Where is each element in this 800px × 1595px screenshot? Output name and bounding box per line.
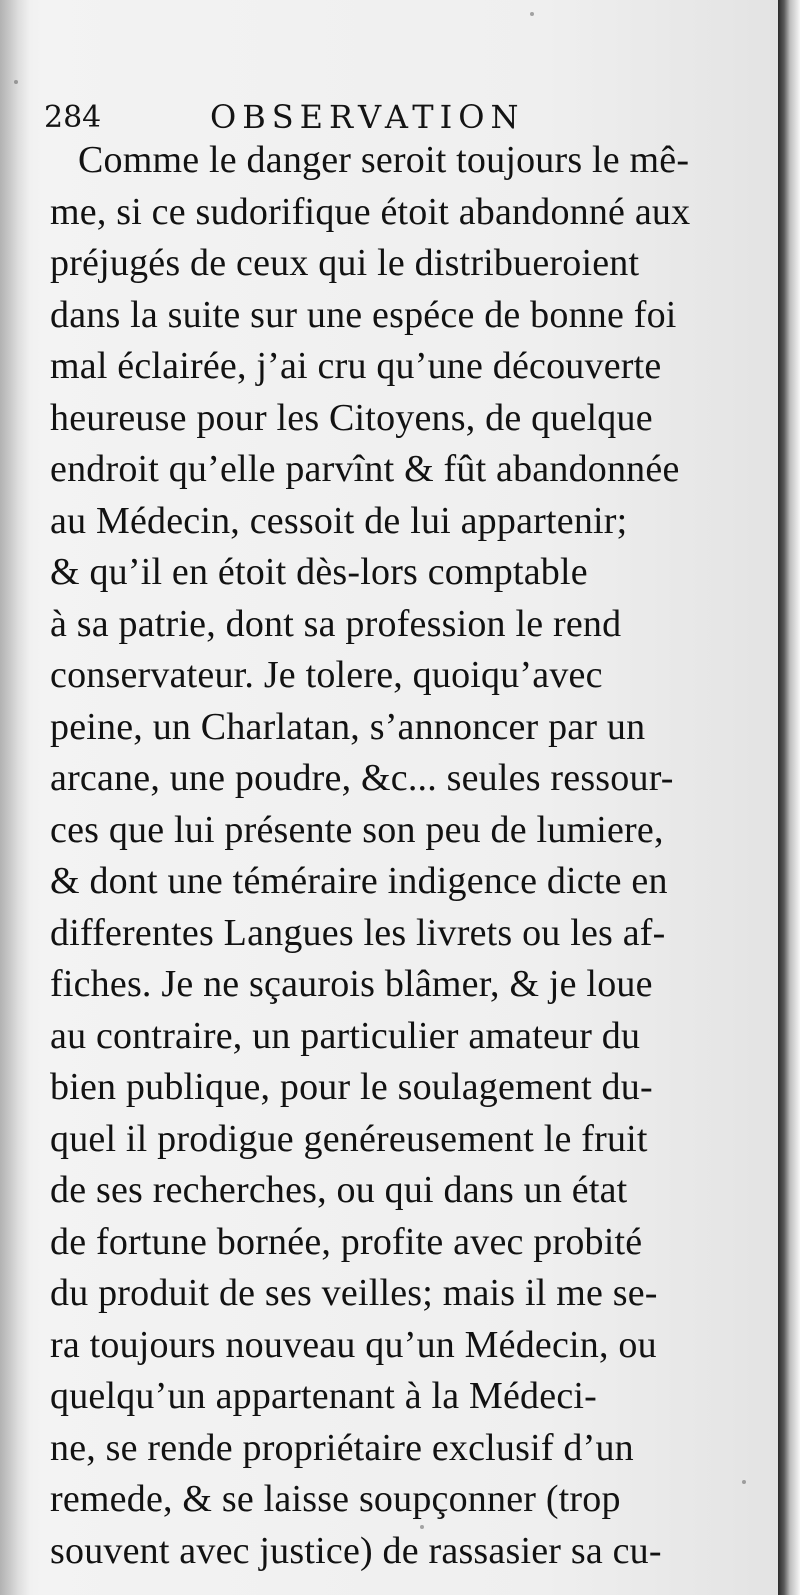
text-line: ces que lui présente son peu de lumiere,: [50, 808, 664, 851]
text-line: souvent avec justice) de rassasier sa cu-: [50, 1529, 662, 1572]
text-line: fiches. Je ne sçaurois blâmer, & je loue: [50, 963, 653, 1005]
text-line: & dont une téméraire indigence dicte en: [50, 860, 668, 902]
text-line: de fortune bornée, profite avec probité: [50, 1220, 643, 1263]
text-line: & qu’il en étoit dès-lors comptable: [50, 551, 588, 593]
text-line: ne, se rende propriétaire exclusif d’un: [50, 1426, 634, 1469]
paper-speck: [742, 1480, 746, 1484]
running-head: OBSERVATION: [210, 98, 525, 136]
page-edge-shadow: [778, 0, 800, 1595]
text-line: quel il prodigue genéreusement le fruit: [50, 1117, 648, 1160]
text-line: remede, & se laisse soupçonner (trop: [50, 1478, 621, 1520]
paper-speck: [14, 80, 18, 84]
text-line: dans la suite sur une espéce de bonne foi: [50, 293, 677, 336]
text-line: préjugés de ceux qui le distribueroient: [50, 242, 640, 284]
paper-speck: [420, 1525, 424, 1529]
text-line: me, si ce sudorifique étoit abandonné aux: [50, 190, 691, 233]
paper-speck: [530, 12, 534, 16]
text-line: conservateur. Je tolere, quoiqu’avec: [50, 654, 603, 696]
text-line: ra toujours nouveau qu’un Médecin, ou: [50, 1323, 657, 1366]
text-line: heureuse pour les Citoyens, de quelque: [50, 396, 653, 439]
text-line: bien publique, pour le soulagement du-: [50, 1066, 653, 1108]
gutter-shadow: [0, 0, 30, 1595]
text-line: du produit de ses veilles; mais il me se-: [50, 1272, 658, 1314]
text-line: peine, un Charlatan, s’annoncer par un: [50, 705, 646, 748]
text-line: Comme le danger seroit toujours le mê-: [78, 139, 690, 181]
text-line: au contraire, un particulier amateur du: [50, 1014, 641, 1057]
text-line: de ses recherches, ou qui dans un état: [50, 1169, 628, 1211]
text-line: quelqu’un appartenant à la Médeci-: [50, 1375, 598, 1417]
text-line: arcane, une poudre, &c... seules ressour-: [50, 757, 674, 799]
text-line: au Médecin, cessoit de lui appartenir;: [50, 499, 628, 542]
text-line: à sa patrie, dont sa profession le rend: [50, 602, 622, 645]
page-number: 284: [44, 100, 102, 135]
text-line: differentes Langues les livrets ou les af-: [50, 911, 666, 954]
body-text: [50, 135, 750, 1577]
text-line: endroit qu’elle parvînt & fût abandonnée: [50, 448, 680, 490]
text-line: mal éclairée, j’ai cru qu’une découverte: [50, 345, 662, 387]
